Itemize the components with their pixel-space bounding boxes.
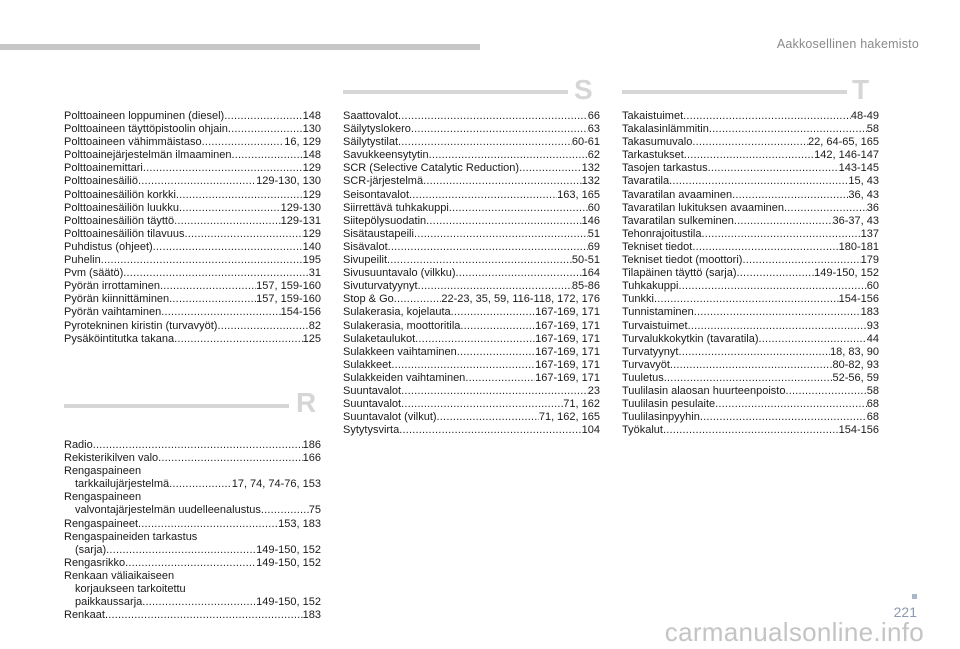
index-entry: Säilytyslokero ..... 63 [343, 123, 600, 136]
index-entry: Turvavyöt ..... 80-82, 93 [622, 359, 879, 372]
index-entry: Puhelin ..... 195 [64, 254, 321, 267]
index-entry: Rengaspaineen [64, 491, 142, 504]
index-entry: Pyörän vaihtaminen ..... 154-156 [64, 306, 321, 319]
index-entry: Tekniset tiedot (moottori) ..... 179 [622, 254, 879, 267]
index-entry: Sisävalot ..... 69 [343, 241, 600, 254]
index-subentry: (sarja) ..... 149-150, 152 [64, 544, 321, 557]
index-entry: Tehonrajoitustila ..... 137 [622, 228, 879, 241]
index-entry: Tunkki ..... 154-156 [622, 293, 879, 306]
index-entry: Polttoainejärjestelmän ilmaaminen ..... 148 [64, 149, 321, 162]
index-entry: Renkaan väliaikaiseen [64, 569, 175, 582]
index-entry: Polttoaineen täyttöpistoolin ohjain ..... 130 [64, 123, 321, 136]
index-entry: Rengaspaineen [64, 465, 142, 478]
section-letter-s: S [574, 74, 593, 105]
index-entry: Radio ..... 186 [64, 439, 321, 452]
index-entry: Siirrettävä tuhkakuppi ..... 60 [343, 202, 600, 215]
index-entry: Stop & Go ..... 22-23, 35, 59, 116-118, 172, 176 [343, 293, 600, 306]
index-entry: Sulakkeen vaihtaminen ..... 167-169, 171 [343, 346, 600, 359]
index-entry: Pyrotekninen kiristin (turvavyöt) ..... 82 [64, 320, 321, 333]
index-subentry: valvontajärjestelmän uudelleenalustus ..... 75 [64, 504, 321, 517]
index-entry: Turvaistuimet ..... 93 [622, 320, 879, 333]
index-entry: Tuulilasin alaosan huurteenpoisto ..... 58 [622, 385, 879, 398]
page-marker [912, 594, 917, 599]
index-entry: Rengaspaineet ..... 153, 183 [64, 518, 321, 531]
section-rule-t [622, 90, 847, 94]
index-entry: Suuntavalot (vilkut) ..... 71, 162, 165 [343, 411, 600, 424]
index-entry: Pyörän irrottaminen ..... 157, 159-160 [64, 280, 321, 293]
index-entry: Suuntavalot ..... 71, 162 [343, 398, 600, 411]
page-number: 221 [893, 604, 917, 620]
index-column-s [343, 110, 600, 437]
index-entry: Takasumuvalo ..... 22, 64-65, 165 [622, 136, 879, 149]
index-entry: Sivusuuntavalo (vilkku) ..... 164 [343, 267, 600, 280]
index-entry: Tavaratilan avaaminen ..... 36, 43 [622, 189, 879, 202]
index-entry: Polttoainemittari ..... 129 [64, 162, 321, 175]
index-entry: Pyörän kiinnittäminen ..... 157, 159-160 [64, 293, 321, 306]
index-entry: Sisätaustapeili ..... 51 [343, 228, 600, 241]
index-entry: Tuhkakuppi ..... 60 [622, 280, 879, 293]
index-entry: Seisontavalot ..... 163, 165 [343, 189, 600, 202]
index-entry: SCR (Selective Catalytic Reduction) ..... 132 [343, 162, 600, 175]
index-column-p [64, 110, 321, 346]
index-subentry: korjaukseen tarkoitettu [75, 583, 186, 596]
index-column-t [622, 110, 879, 437]
index-entry: Sivuturvatyynyt ..... 85-86 [343, 280, 600, 293]
index-entry: Polttoainesäiliö ..... 129-130, 130 [64, 175, 321, 188]
index-entry: Polttoainesäiliön korkki ..... 129 [64, 189, 321, 202]
index-entry: Sulaketaulukot ..... 167-169, 171 [343, 333, 600, 346]
index-entry: Turvatyynyt ..... 18, 83, 90 [622, 346, 879, 359]
section-letter-t: T [852, 74, 870, 105]
index-entry: Tavaratilan lukituksen avaaminen ..... 36 [622, 202, 879, 215]
index-entry: Polttoaineen loppuminen (diesel) ..... 148 [64, 110, 321, 123]
index-entry: Pysäköintitutka takana ..... 125 [64, 333, 321, 346]
index-subentry: paikkaussarja ..... 149-150, 152 [64, 596, 321, 609]
index-entry: Pvm (säätö) ..... 31 [64, 267, 321, 280]
index-entry: Saattovalot ..... 66 [343, 110, 600, 123]
index-entry: Rengaspaineiden tarkastus [64, 530, 198, 543]
page-header-title: Aakkosellinen hakemisto [776, 37, 919, 51]
index-entry: Takalasinlämmitin ..... 58 [622, 123, 879, 136]
index-entry: Polttoainesäiliön täyttö ..... 129-131 [64, 215, 321, 228]
index-entry: Säilytystilat ..... 60-61 [343, 136, 600, 149]
index-entry: Tuulilasin pesulaite ..... 68 [622, 398, 879, 411]
index-entry: Tilapäinen täyttö (sarja) ..... 149-150, 152 [622, 267, 879, 280]
index-column-r [64, 439, 321, 622]
index-entry: Tavaratila ..... 15, 43 [622, 175, 879, 188]
index-entry: Sulakerasia, kojelauta ..... 167-169, 171 [343, 306, 600, 319]
section-rule-s [343, 90, 568, 94]
index-entry: Tunnistaminen ..... 183 [622, 306, 879, 319]
index-entry: Sivupeilit ..... 50-51 [343, 254, 600, 267]
watermark: carmanualsonline.info [664, 617, 924, 647]
index-entry: Sulakerasia, moottoritila ..... 167-169, 171 [343, 320, 600, 333]
index-entry: Sytytysvirta ..... 104 [343, 424, 600, 437]
index-entry: Työkalut ..... 154-156 [622, 424, 879, 437]
section-letter-r: R [296, 387, 317, 418]
index-subentry: tarkkailujärjestelmä ..... 17, 74, 74-76, 153 [64, 478, 321, 491]
index-entry: Sulakkeet ..... 167-169, 171 [343, 359, 600, 372]
index-entry: Tuulilasinpyyhin ..... 68 [622, 411, 879, 424]
header-bar [0, 44, 480, 50]
index-entry: Tasojen tarkastus ..... 143-145 [622, 162, 879, 175]
index-entry: Turvalukkokytkin (tavaratila) ..... 44 [622, 333, 879, 346]
index-entry: Polttoainesäiliön tilavuus ..... 129 [64, 228, 321, 241]
index-entry: SCR-järjestelmä ..... 132 [343, 175, 600, 188]
index-entry: Polttoaineen vähimmäistaso ..... 16, 129 [64, 136, 321, 149]
index-entry: Tavaratilan sulkeminen ..... 36-37, 43 [622, 215, 879, 228]
index-entry: Puhdistus (ohjeet) ..... 140 [64, 241, 321, 254]
index-entry: Takaistuimet ..... 48-49 [622, 110, 879, 123]
index-entry: Siitepölysuodatin ..... 146 [343, 215, 600, 228]
index-entry: Tuuletus ..... 52-56, 59 [622, 372, 879, 385]
index-entry: Suuntavalot ..... 23 [343, 385, 600, 398]
index-entry: Sulakkeiden vaihtaminen ..... 167-169, 171 [343, 372, 600, 385]
index-entry: Rekisterikilven valo ..... 166 [64, 452, 321, 465]
index-entry: Renkaat ..... 183 [64, 609, 321, 622]
index-entry: Rengasrikko ..... 149-150, 152 [64, 557, 321, 570]
index-entry: Savukkeensytytin ..... 62 [343, 149, 600, 162]
index-entry: Polttoainesäiliön luukku ..... 129-130 [64, 202, 321, 215]
index-entry: Tekniset tiedot ..... 180-181 [622, 241, 879, 254]
index-entry: Tarkastukset ..... 142, 146-147 [622, 149, 879, 162]
section-rule-r [64, 404, 289, 408]
